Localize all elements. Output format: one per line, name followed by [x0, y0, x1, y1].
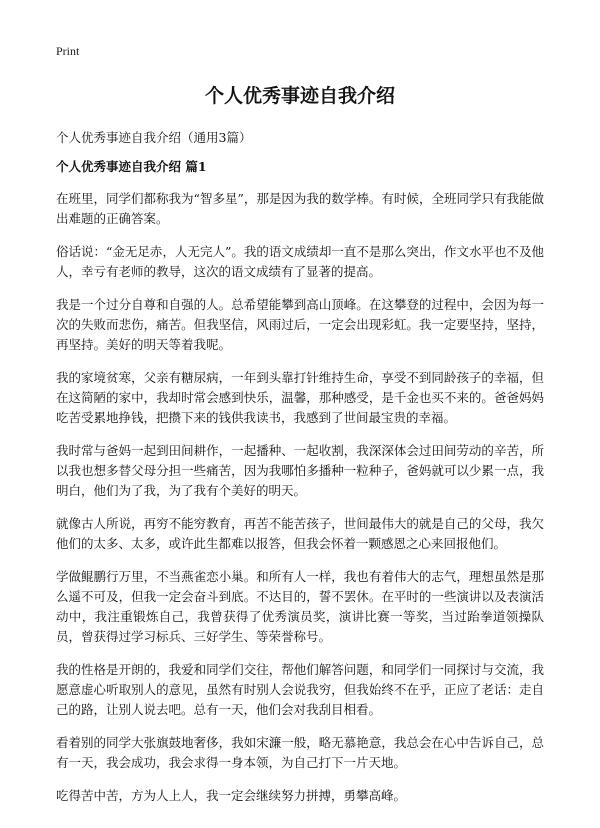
article-body [56, 189, 544, 806]
document-title: 个人优秀事迹自我介绍 [204, 85, 395, 107]
paragraph: 学做鲲鹏行万里，不当燕雀恋小巢。和所有人一样，我也有着伟大的志气，理想虽然是那么遥不可及，但我一定会奋斗到底。不达目的，誓不罢休。在平时的一些演讲以及表演活动中，我注重锻炼自己，我曾获得了优秀演员奖，演讲比赛一等奖，当过跆拳道领操队员，曾获得过学习标兵、三好学生、等荣誉称号。 [56, 569, 544, 644]
paragraph: 看着别的同学大张旗鼓地奢侈，我如宋濂一般，略无慕艳意，我总会在心中告诉自己，总有一天，我会成功，我会求得一身本领，为自己打下一片天地。 [56, 735, 544, 770]
paragraph: 就像古人所说，再穷不能穷教育，再苦不能苦孩子，世间最伟大的就是自己的父母，我欠他们的太多、太多，或许此生都难以报答，但我会怀着一颗感恩之心来回报他们。 [56, 516, 544, 551]
paragraph: 我的家境贫寒，父亲有糖尿病，一年到头靠打针维持生命，享受不到同龄孩子的幸福，但在这简陋的家中，我却时常会感到快乐，温馨，那种感受，是千金也买不来的。爸爸妈妈吃苦受累地挣钱，把攒下来的钱供我读书，我感到了世间最宝贵的幸福。 [56, 370, 544, 425]
paragraph: 在班里，同学们都称我为“智多星”，那是因为我的数学棒。有时候，全班同学只有我能做出难题的正确答案。 [56, 191, 544, 226]
paragraph: 俗话说：“金无足赤，人无完人”。我的语文成绩却一直不是那么突出，作文水平也不及他人，幸亏有老师的教导，这次的语文成绩有了显著的提高。 [56, 244, 544, 279]
paragraph: 我的性格是开朗的，我爱和同学们交往，帮他们解答问题，和同学们一同探讨与交流，我愿意虚心听取别人的意见，虽然有时别人会说我穷，但我始终不在乎，正应了老话：走自己的路，让别人说去吧。总有一天，他们会对我刮目相看。 [56, 662, 544, 717]
document-subtitle: 个人优秀事迹自我介绍（通用3篇） [56, 130, 252, 145]
paragraph: 我是一个过分自尊和自强的人。总希望能攀到高山顶峰。在这攀登的过程中，会因为每一次的失败而悲伤，痛苦。但我坚信，风雨过后，一定会出现彩虹。我一定要坚持，坚持，再坚持。美好的明天等着我呢。 [56, 297, 544, 352]
section-heading: 个人优秀事迹自我介绍 篇1 [56, 159, 207, 174]
paragraph: 吃得苦中苦，方为人上人，我一定会继续努力拼搏，勇攀高峰。 [56, 788, 407, 803]
print-link[interactable]: Print [56, 44, 80, 58]
paragraph: 我时常与爸妈一起到田间耕作，一起播种、一起收割，我深深体会过田间劳动的辛苦，所以我也想多替父母分担一些痛苦，因为我哪怕多播种一粒种子，爸妈就可以少累一点，我明白，他们为了我，为了我有个美好的明天。 [56, 443, 544, 498]
